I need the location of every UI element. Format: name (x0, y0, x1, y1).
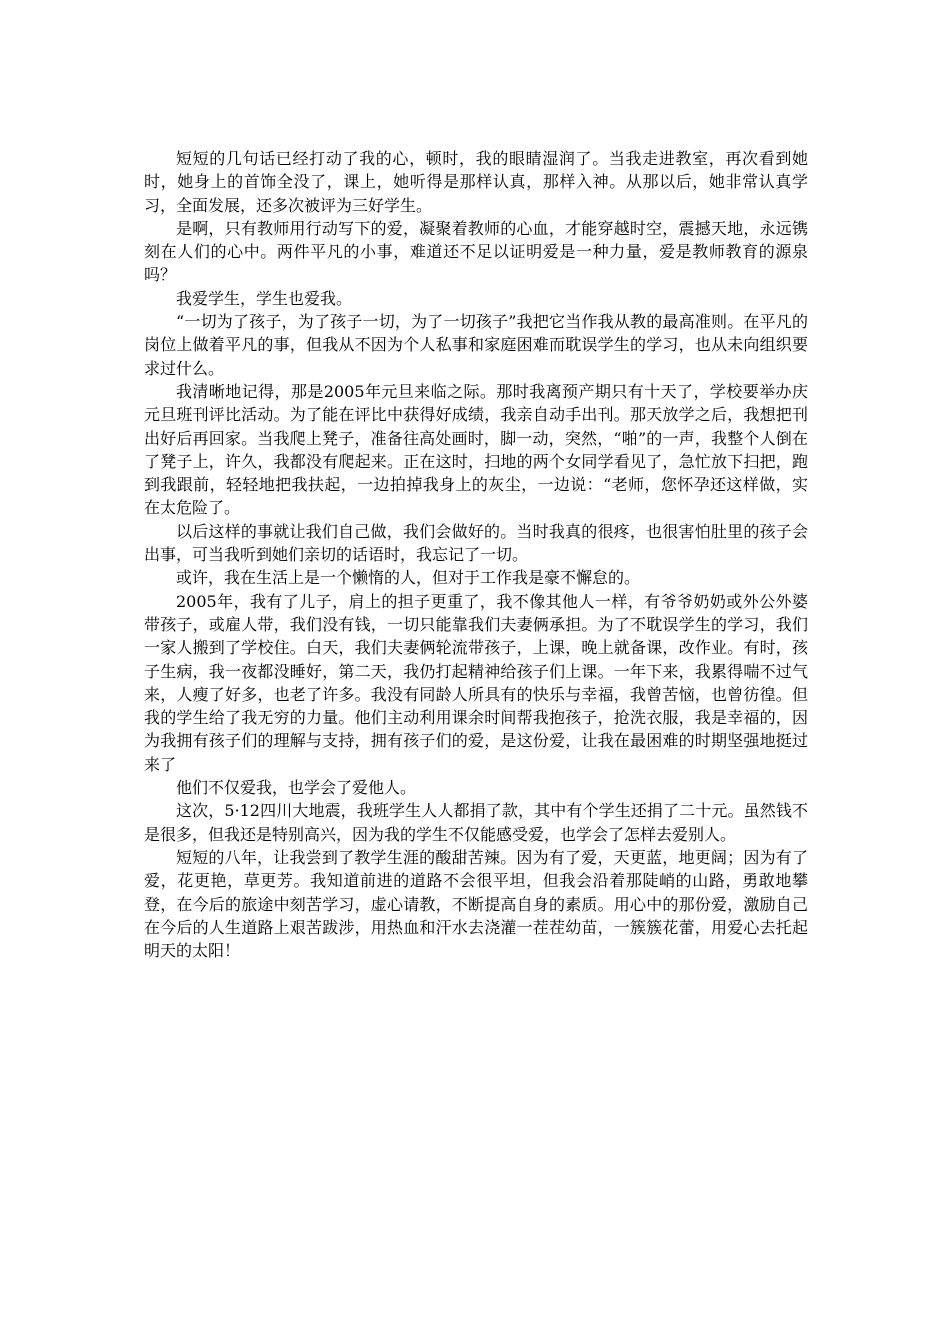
paragraph-10: 这次，5·12四川大地震，我班学生人人都捐了款，其中有个学生还捐了二十元。虽然钱不是很多，但我还是特别高兴，因为我的学生不仅能感受爱，也学会了怎样去爱别人。 (144, 801, 808, 844)
paragraph-1: 短短的几句话已经打动了我的心，顿时，我的眼睛湿润了。当我走进教室，再次看到她时，她身上的首饰全没了，课上，她听得是那样认真，那样入神。从那以后，她非常认真学习，全面发展，还多次被评为三好学生。 (144, 149, 808, 215)
paragraph-9: 他们不仅爱我，也学会了爱他人。 (176, 778, 417, 798)
paragraph-6: 以后这样的事就让我们自己做，我们会做好的。当时我真的很疼，也很害怕肚里的孩子会出事，可当我听到她们亲切的话语时，我忘记了一切。 (144, 521, 808, 565)
paragraph-5: 我清晰地记得，那是2005年元旦来临之际。那时我离预产期只有十天了，学校要举办庆元旦班刊评比活动。为了能在评比中获得好成绩，我亲自动手出刊。那天放学之后，我想把刊出好后再回家。当我爬上凳子，准备往高处画时，脚一动，突然，“啪”的一声，我整个人倒在了凳子上，许久，我都没有爬起来。正在这时，扫地的两个女同学看见了，急忙放下扫把，跑到我跟前，轻轻地把我扶起，一边拍掉我身上的灰尘，一边说：“老师，您怀孕还这样做，实在太危险了。 (144, 381, 808, 518)
document-body (144, 147, 808, 962)
paragraph-2: 是啊，只有教师用行动写下的爱，凝聚着教师的心血，才能穿越时空，震撼天地，永远镌刻在人们的心中。两件平凡的小事，难道还不足以证明爱是一种力量，爱是教师教育的源泉吗？ (144, 218, 808, 285)
paragraph-7: 或许，我在生活上是一个懒惰的人，但对于工作我是豪不懈怠的。 (176, 568, 641, 588)
paragraph-8: 2005年，我有了儿子，肩上的担子更重了，我不像其他人一样，有爷爷奶奶或外公外婆带孩子，或雇人带，我们没有钱，一切只能靠我们夫妻俩承担。为了不耽误学生的学习，我们一家人搬到了学校住。白天，我们夫妻俩轮流带孩子，上课，晚上就备课，改作业。有时，孩子生病，我一夜都没睡好，第二天，我仍打起精神给孩子们上课。一年下来，我累得喘不过气来，人瘦了好多，也老了许多。我没有同龄人所具有的快乐与幸福，我曾苦恼，也曾彷徨。但我的学生给了我无穷的力量。他们主动利用课余时间帮我抱孩子，抢洗衣服，我是幸福的，因为我拥有孩子们的理解与支持，拥有孩子们的爱，是这份爱，让我在最困难的时期坚强地挺过来了 (144, 591, 808, 774)
paragraph-3: 我爱学生，学生也爱我。 (176, 288, 353, 308)
paragraph-4: “一切为了孩子，为了孩子一切，为了一切孩子”我把它当作我从教的最高准则。在平凡的岗位上做着平凡的事，但我从不因为个人私事和家庭困难而耽误学生的学习，也从未向组织要求过什么。 (144, 312, 808, 378)
paragraph-11: 短短的八年，让我尝到了教学生涯的酸甜苦辣。因为有了爱，天更蓝，地更阔；因为有了爱，花更艳，草更芳。我知道前进的道路不会很平坦，但我会沿着那陡峭的山路，勇敢地攀登，在今后的旅途中刻苦学习，虚心请教，不断提高自身的素质。用心中的那份爱，激励自己在今后的人生道路上艰苦跋涉，用热血和汗水去浇灌一茬茬幼苗，一簇簇花蕾，用爱心去托起明天的太阳！ (144, 847, 808, 961)
